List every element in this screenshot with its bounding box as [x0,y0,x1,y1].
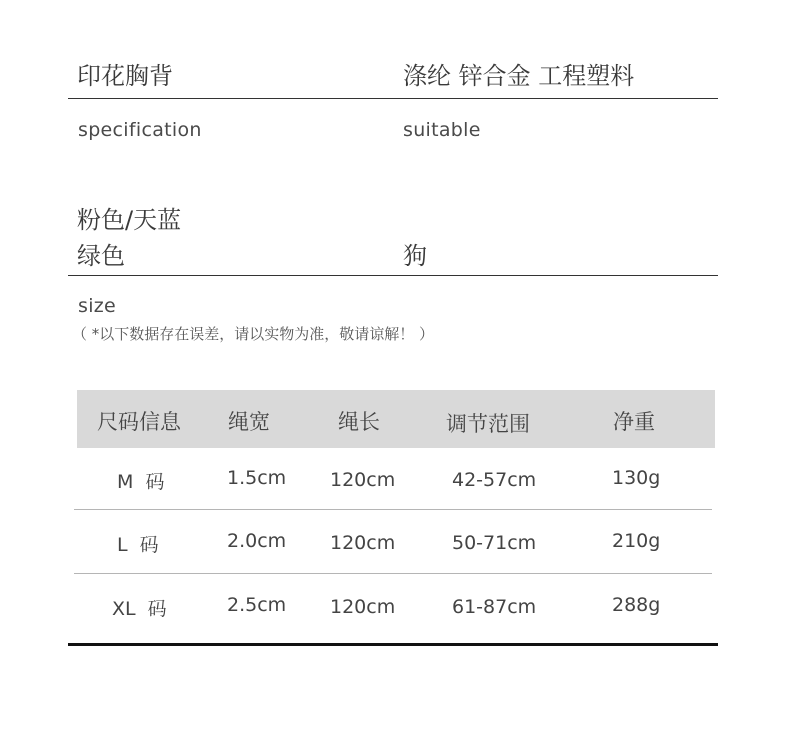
suitable-label: suitable [403,119,481,141]
cell-adjust-range: 50-71cm [452,532,537,554]
cell-net-weight: 210g [612,530,661,552]
size-title: size [78,295,117,317]
specification-label: specification [78,119,202,141]
material-list: 涤纶 锌合金 工程塑料 [403,62,635,90]
header-rope-length: 绳长 [338,410,380,434]
header-net-weight: 净重 [613,410,655,434]
color-option-1: 粉色/天蓝 [77,206,182,234]
cell-rope-width: 2.0cm [227,530,287,552]
table-bottom-border [68,643,718,646]
header-size: 尺码信息 [97,410,181,434]
cell-size: M 码 [117,471,165,493]
divider-middle [68,275,718,276]
row-divider [74,509,712,510]
size-note: （ *以下数据存在误差，请以实物为准，敬请谅解！ ） [72,325,435,343]
product-name: 印花胸背 [77,62,173,90]
cell-rope-width: 1.5cm [227,467,287,489]
color-option-2: 绿色 [77,242,125,270]
cell-rope-length: 120cm [330,532,396,554]
cell-adjust-range: 42-57cm [452,469,537,491]
row-divider [74,573,712,574]
cell-rope-length: 120cm [330,469,396,491]
cell-net-weight: 288g [612,594,661,616]
cell-rope-length: 120cm [330,596,396,618]
cell-size: XL 码 [112,598,167,620]
header-rope-width: 绳宽 [228,410,270,434]
cell-size: L 码 [117,534,159,556]
cell-net-weight: 130g [612,467,661,489]
divider-top [68,98,718,99]
cell-rope-width: 2.5cm [227,594,287,616]
cell-adjust-range: 61-87cm [452,596,537,618]
suitable-value: 狗 [403,242,427,270]
header-adjust-range: 调节范围 [446,412,530,436]
